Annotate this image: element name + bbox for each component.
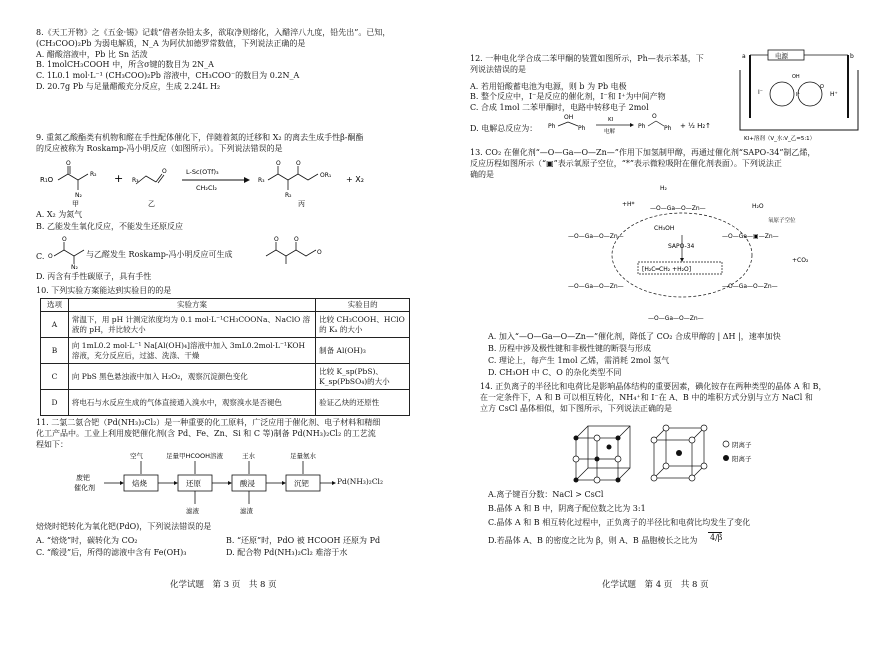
q14-stem-2: 在一定条件下，A 和 B 可以相互转化，NH₄⁺和 I⁻在 A、B 中的堆积方式分别与立方 NaCl 和 (480, 392, 813, 402)
q12-power-label: 电源 (775, 52, 788, 60)
q9-label-yi: 乙 (148, 200, 155, 208)
table-row: B 向 1mL0.2 mol·L⁻¹ Na[Al(OH)₄]溶液中加入 3mL0.2mol·L⁻¹KOH 溶液，充分反应后，过滤、洗涤、干燥 制备 Al(OH)₃ (41, 338, 410, 364)
table-header: 实验目的 (316, 299, 410, 312)
page-footer-left: 化学试题 第 3 页 共 8 页 (170, 580, 277, 590)
svg-text:Ph: Ph (664, 125, 672, 132)
q14-option-a: A.离子键百分数：NaCl > CsCl (488, 490, 604, 499)
question-13 (470, 148, 866, 180)
q14-option-c: C.晶体 A 和 B 相互转化过程中，正负离子的半径比和电荷比均发生了变化 (488, 518, 751, 527)
q9-solvent: CH₂Cl₂ (196, 184, 217, 192)
q13-option-c: C. 理论上，每产生 1mol 乙烯，需消耗 2mol 氢气 (488, 356, 670, 365)
q13-option-b: B. 历程中涉及极性键和非极性键的断裂与形成 (488, 344, 651, 353)
q10-table (40, 298, 410, 416)
svg-text:R₂: R₂ (285, 192, 292, 199)
q13-option-d: D. CH₃OH 中 C、O 的杂化类型不同 (488, 368, 622, 377)
question-8 (36, 28, 446, 93)
svg-text:—O—Ga—O—Zn—: —O—Ga—O—Zn— (648, 315, 704, 322)
svg-text:Ph: Ph (578, 125, 586, 132)
svg-text:Ph: Ph (548, 123, 556, 130)
question-11 (36, 418, 448, 450)
svg-text:Ph: Ph (638, 123, 646, 130)
svg-text:R₃: R₃ (132, 177, 139, 184)
q11-input-ammonia: 足量氨水 (290, 452, 316, 460)
svg-text:O: O (162, 168, 167, 175)
svg-text:O: O (274, 236, 279, 243)
q12-stem-1: 12. 一种电化学合成二苯甲酮的装置如图所示，Ph—表示苯基，下 (470, 54, 704, 63)
svg-text:O: O (652, 113, 657, 120)
q11-stem-1: 11. 二氯二氨合钯（Pd(NH₃)₂Cl₂）是一种重要的化工原料，广泛应用于催化剂、电子材料和精细 (36, 418, 381, 427)
q9-stem-2: 的反应被称为 Roskamp-冯小明反应（如图所示）。下列说法错误的是 (36, 143, 283, 153)
q13-sapo: SAPO-34 (668, 243, 695, 250)
svg-text:O: O (62, 236, 67, 243)
svg-text:OH: OH (564, 114, 574, 121)
table-header-row (41, 299, 410, 312)
q9-catalyst: L-Sc(OTf)₃ (186, 168, 219, 176)
q11-step-leach: 酸浸 (240, 479, 255, 488)
q13-co2: +CO₂ (792, 257, 809, 264)
q13-hplus: +H* (622, 201, 635, 208)
q8-stem: 8.《天工开物》之《五金·锡》记载“借者杂铅太多，欲取净则熔化，入醋淬八九度，铅先出”。已知，(CH₃COO)₂Pb 为弱电解质，N_A 为阿伏加德罗常数值，下列说法正确的是 (36, 28, 391, 48)
q14-stem-1: 14. 正负离子的半径比和电荷比是影响晶体结构的重要因素，碘化铵存在两种类型的晶体 A 和 B， (480, 382, 827, 391)
q13-stem-1: 13. CO₂ 在催化剂“—O—Ga—O—Zn—”作用下加氢制甲醇，再通过催化剂“SAPO-34”制乙烯， (470, 148, 816, 157)
svg-text:H⁺: H⁺ (830, 91, 838, 98)
question-12 (470, 54, 750, 114)
q11-step-roast: 焙烧 (132, 479, 147, 488)
q14-root-value: 4/β (710, 533, 723, 542)
q8-option-a: A. 醋酸溶液中，Pb 比 Sn 活泼 (36, 49, 148, 59)
q11-stem-3: 程如下： (36, 439, 68, 449)
page-4 (452, 0, 870, 668)
q12-option-d: D. 电解总反应为： (470, 124, 538, 133)
q13-option-a: A. 加入“—O—Ga—O—Zn—”催化剂，降低了 CO₂ 合成甲醇的 | ΔH |，速率加快 (488, 332, 781, 341)
q13-ch3oh: CH₃OH (654, 225, 675, 232)
q14-stem-3: 立方 CsCl 晶体相似，如下图所示，下列说法正确的是 (480, 403, 672, 413)
svg-text:b: b (850, 53, 854, 60)
svg-text:R₃: R₃ (258, 177, 265, 184)
q11-option-a: A. “焙烧”时，碳转化为 CO₂ (36, 536, 138, 545)
q11-option-c: C. “酸浸”后，所得的滤液中含有 Fe(OH)₃ (36, 548, 187, 557)
q8-option-b: B. 1molCH₃COOH 中，所含σ键的数目为 2N_A (36, 60, 214, 70)
q8-option-d: D. 20.7g Pb 与足量醋酸充分反应，生成 2.24L H₂ (36, 81, 221, 91)
q12-option-c: C. 合成 1mol 二苯甲酮时，电路中转移电子 2mol (470, 103, 649, 113)
table-header: 实验方案 (68, 299, 315, 312)
q9-option-c-prefix: C. (36, 252, 45, 261)
q14-crystal-structures (562, 422, 802, 484)
q11-stem-2: 化工产品中。工业上利用废钯催化剂(含 Pd、Fe、Zn、Si 和 C 等)制备 Pd(NH₃)₂Cl₂ 的工艺流 (36, 428, 376, 438)
svg-text:+: + (114, 172, 124, 185)
q11-input-aqua: 王水 (242, 452, 255, 460)
q11-product: Pd(NH₃)₂Cl₂ (337, 477, 383, 486)
svg-text:O: O (296, 160, 301, 167)
table-row: A 常温下，用 pH 计测定浓度均为 0.1 mol·L⁻¹CH₃COONa、NaClO 溶液的 pH，并比较大小 比较 CH₃COOH、HClO 的 Kₐ 的大小 (41, 312, 410, 338)
svg-text:—O—Ga—O—Zn—: —O—Ga—O—Zn— (568, 283, 624, 290)
svg-text:O: O (48, 253, 53, 260)
q13-ethylene: [H₂C═CH₂ +H₂O] (642, 266, 692, 273)
q13-stem-2: 反应历程如图所示（“▣”表示氧原子空位，“*”表示微粒吸附在催化剂表面）。下列说法正 (470, 158, 782, 168)
q11-process-flow (70, 450, 370, 522)
q8-option-c: C. 1L0.1 mol·L⁻¹ (CH₃COO)₂Pb 溶液中，CH₃COO⁻的数目为 0.2N_A (36, 71, 300, 81)
q13-h2: H₂ (660, 185, 667, 192)
svg-text:—O—Ga—▣—Zn—: —O—Ga—▣—Zn— (722, 233, 779, 240)
svg-text:—O—Ga—O—Zn—: —O—Ga—O—Zn— (722, 283, 778, 290)
q13-stem-3: 确的是 (470, 169, 494, 179)
q14-legend-cation: 阳离子 (732, 455, 752, 463)
svg-text:I⁻: I⁻ (758, 89, 763, 96)
question-9 (36, 133, 446, 155)
q11-option-d: D. 配合物 Pd(NH₃)₂Cl₂ 难溶于水 (226, 548, 348, 557)
q9-option-d: D. 丙含有手性碳原子，具有手性 (36, 272, 152, 281)
q13-vacancy: 氧原子空位 (768, 218, 796, 224)
svg-text:N₂: N₂ (75, 192, 82, 199)
q9-option-c: 与乙醛发生 Roskamp-冯小明反应可生成 (86, 250, 233, 259)
question-14 (480, 382, 868, 414)
q9-option-b: B. 乙能发生氧化反应，不能发生还原反应 (36, 222, 183, 231)
q11-feed-1: 废钯 (76, 474, 90, 482)
q11-output-filtrate: 滤液 (186, 507, 199, 515)
q11-step-precip: 沉钯 (294, 479, 309, 488)
q14-option-b: B.晶体 A 和 B 中，阴离子配位数之比为 3:1 (488, 504, 646, 513)
svg-text:OR₁: OR₁ (320, 172, 332, 179)
q14-legend-anion: 阴离子 (732, 441, 752, 449)
svg-text:电解: 电解 (604, 129, 616, 135)
q12-total-equation (544, 110, 724, 138)
q11-input-hcooh: 足量甲HCOOH溶液 (166, 452, 224, 460)
q9-option-a: A. X₂ 为氮气 (36, 210, 83, 219)
svg-text:a: a (742, 53, 746, 60)
q11-output-residue: 滤渣 (240, 507, 253, 515)
svg-text:O: O (66, 160, 71, 167)
q9-label-jia: 甲 (72, 200, 79, 208)
table-row: D 将电石与水反应生成的气体直接通入溴水中，观察溴水是否褪色 验证乙炔的还原性 (41, 390, 410, 416)
q9-label-bing: 丙 (298, 200, 305, 208)
svg-text:O: O (820, 84, 824, 90)
q13-h2o: H₂O (752, 203, 764, 210)
q12-electrolyte: KI+溶剂（V_水:V_乙=5:1） (744, 136, 816, 142)
q11-step-reduce: 还原 (186, 479, 201, 488)
svg-text:O: O (317, 249, 322, 256)
q13-reaction-mechanism (562, 180, 822, 330)
q14-option-d: D.若晶体 A、B 的密度之比为 β，则 A、B 晶胞棱长之比为 (488, 536, 698, 545)
svg-text:—O—Ga—O—Zn—: —O—Ga—O—Zn— (650, 205, 706, 212)
q11-option-b: B. “还原”时，PdO 被 HCOOH 还原为 Pd (226, 536, 381, 545)
q10-stem: 10. 下列实验方案能达到实验目的的是 (36, 286, 172, 295)
q9-stem-1: 9. 重氮乙酸酯类有机物和醛在手性配体催化下，伴随着氮的迁移和 X₂ 的离去生成手性β-酮酯 (36, 133, 364, 142)
page-footer-right: 化学试题 第 4 页 共 8 页 (602, 580, 709, 590)
q9-reaction-scheme (36, 160, 436, 208)
svg-text:O: O (294, 236, 299, 243)
svg-text:OH: OH (792, 74, 800, 80)
svg-text:O: O (276, 160, 281, 167)
q12-stem-2: 列说法错误的是 (470, 64, 526, 74)
svg-text:N₂: N₂ (71, 264, 78, 270)
svg-text:—O—Ga—O—Zn—: —O—Ga—O—Zn— (568, 233, 624, 240)
svg-text:R₁O: R₁O (40, 176, 54, 184)
q11-note: 焙烧时钯转化为氧化钯(PdO)，下列说法错误的是 (36, 522, 212, 531)
q9-x2: + X₂ (346, 175, 364, 184)
q11-feed-2: 催化剂 (74, 484, 95, 492)
q11-input-air: 空气 (130, 452, 143, 460)
q12-eq-tail: + ½ H₂↑ (680, 122, 712, 130)
table-header: 选项 (41, 299, 69, 312)
q12-option-b: B. 整个反应中，I⁻是反应的催化剂，I⁻和 I⁺为中间产物 (470, 92, 666, 102)
q12-option-a: A. 若用铅酸蓄电池为电源，则 b 为 Pb 电极 (470, 81, 627, 91)
svg-text:KI: KI (608, 117, 614, 123)
q12-electrolysis-apparatus (736, 48, 862, 144)
svg-text:R₂: R₂ (90, 171, 97, 178)
svg-text:I⁺: I⁺ (796, 92, 801, 98)
table-row: C 向 PbS 黑色悬浊液中加入 H₂O₂，观察沉淀颜色变化 比较 K_sp(PbS)、K_sp(PbSO₄)的大小 (41, 364, 410, 390)
q14-root-expr (708, 532, 722, 544)
